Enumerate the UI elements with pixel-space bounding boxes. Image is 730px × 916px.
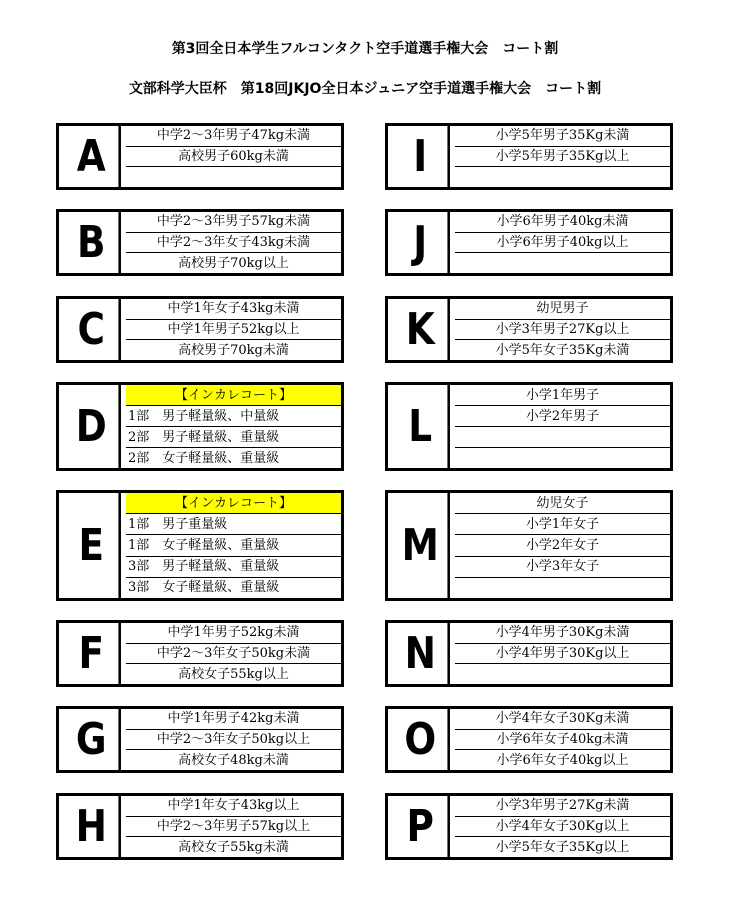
- division-row: 高校女子48kg未満: [178, 752, 289, 768]
- court-letter: N: [393, 623, 450, 684]
- court-f: [56, 620, 344, 687]
- division-row: 小学4年男子30Kg以上: [455, 644, 670, 665]
- court-p: [385, 793, 673, 860]
- court-letter: I: [393, 126, 450, 187]
- division-row: 幼児女子: [455, 493, 670, 514]
- division-row: 3部 女子軽量級、重量級: [128, 580, 280, 596]
- court-n: [385, 620, 673, 687]
- division-row: 小学4年男子30Kg未満: [455, 623, 670, 644]
- court-letter: B: [64, 212, 121, 273]
- page-title: 第3回全日本学生フルコンタクト空手道選手権大会 コート割: [171, 41, 559, 57]
- division-row: [455, 167, 670, 187]
- division-row: 中学1年男子52kg未満: [126, 623, 341, 644]
- division-row: 小学6年女子40kg未満: [455, 730, 670, 751]
- division-row: 幼児男子: [455, 299, 670, 320]
- division-row: 小学4年女子30Kg以上: [455, 817, 670, 838]
- division-row: 1部 男子重量級: [126, 514, 341, 535]
- court-g: [56, 706, 344, 773]
- division-row: 高校男子60kg未満: [126, 147, 341, 168]
- division-row: [455, 664, 670, 684]
- court-letter: H: [64, 796, 121, 857]
- division-row: 小学2年女子: [455, 535, 670, 556]
- court-d: [56, 382, 344, 471]
- division-row: 3部 男子軽量級、重量級: [126, 557, 341, 578]
- court-e: [56, 490, 344, 601]
- court-l: [385, 382, 673, 471]
- court-i: [385, 123, 673, 190]
- division-row: 高校男子70kg未満: [178, 342, 289, 358]
- division-row: [455, 448, 670, 468]
- intercollegiate-court-label: 【インカレコート】: [126, 385, 341, 406]
- division-row: 高校男子70kg以上: [178, 255, 289, 271]
- division-row: [126, 167, 341, 187]
- division-row: 小学6年男子40kg以上: [455, 233, 670, 254]
- division-row: 小学2年男子: [455, 406, 670, 427]
- division-row: 中学2～3年女子50kg以上: [126, 730, 341, 751]
- court-j: [385, 209, 673, 276]
- division-row: 中学2～3年男子57kg未満: [126, 212, 341, 233]
- division-row: 小学6年女子40kg以上: [496, 752, 629, 768]
- court-letter: M: [393, 493, 450, 598]
- court-letter: C: [64, 299, 121, 360]
- court-letter: D: [64, 385, 121, 468]
- division-row: 小学3年男子27Kg以上: [455, 320, 670, 341]
- division-row: 1部 男子軽量級、中量級: [126, 406, 341, 427]
- division-row: 1部 女子軽量級、重量級: [126, 535, 341, 556]
- division-row: 2部 男子軽量級、重量級: [126, 427, 341, 448]
- division-row: 中学2～3年女子50kg未満: [126, 644, 341, 665]
- division-row: [455, 253, 670, 273]
- court-m: [385, 490, 673, 601]
- division-row: 小学3年男子27Kg未満: [455, 796, 670, 817]
- division-row: [455, 427, 670, 448]
- intercollegiate-court-label: 【インカレコート】: [126, 493, 341, 514]
- division-row: 小学1年男子: [455, 385, 670, 406]
- division-row: 中学1年女子43kg未満: [126, 299, 341, 320]
- division-row: 高校女子55kg以上: [178, 666, 289, 682]
- court-letter: F: [64, 623, 121, 684]
- page-subtitle: 文部科学大臣杯 第18回JKJO全日本ジュニア空手道選手権大会 コート割: [128, 81, 602, 97]
- division-row: [455, 578, 670, 598]
- division-row: 中学2～3年女子43kg未満: [126, 233, 341, 254]
- court-letter: A: [64, 126, 121, 187]
- court-letter: J: [393, 212, 450, 273]
- court-c: [56, 296, 344, 363]
- division-row: 中学1年男子52kg以上: [126, 320, 341, 341]
- division-row: 中学1年男子42kg未満: [126, 709, 341, 730]
- court-letter: G: [64, 709, 121, 770]
- division-row: 中学2～3年男子57kg以上: [126, 817, 341, 838]
- division-row: 小学1年女子: [455, 514, 670, 535]
- court-letter: K: [393, 299, 450, 360]
- court-letter: P: [393, 796, 450, 857]
- division-row: 2部 女子軽量級、重量級: [128, 450, 280, 466]
- court-k: [385, 296, 673, 363]
- court-letter: L: [393, 385, 450, 468]
- division-row: 高校女子55kg未満: [178, 839, 289, 855]
- division-row: 小学5年女子35Kg未満: [495, 342, 630, 358]
- division-row: 小学3年女子: [455, 557, 670, 578]
- division-row: 小学5年女子35Kg以上: [495, 839, 630, 855]
- court-letter: O: [393, 709, 450, 770]
- division-row: 小学5年男子35Kg未満: [455, 126, 670, 147]
- division-row: 中学2～3年男子47kg未満: [126, 126, 341, 147]
- court-o: [385, 706, 673, 773]
- division-row: 小学6年男子40kg未満: [455, 212, 670, 233]
- court-b: [56, 209, 344, 276]
- court-h: [56, 793, 344, 860]
- division-row: 小学5年男子35Kg以上: [455, 147, 670, 168]
- court-a: [56, 123, 344, 190]
- court-letter: E: [64, 493, 121, 598]
- division-row: 中学1年女子43kg以上: [126, 796, 341, 817]
- division-row: 小学4年女子30Kg未満: [455, 709, 670, 730]
